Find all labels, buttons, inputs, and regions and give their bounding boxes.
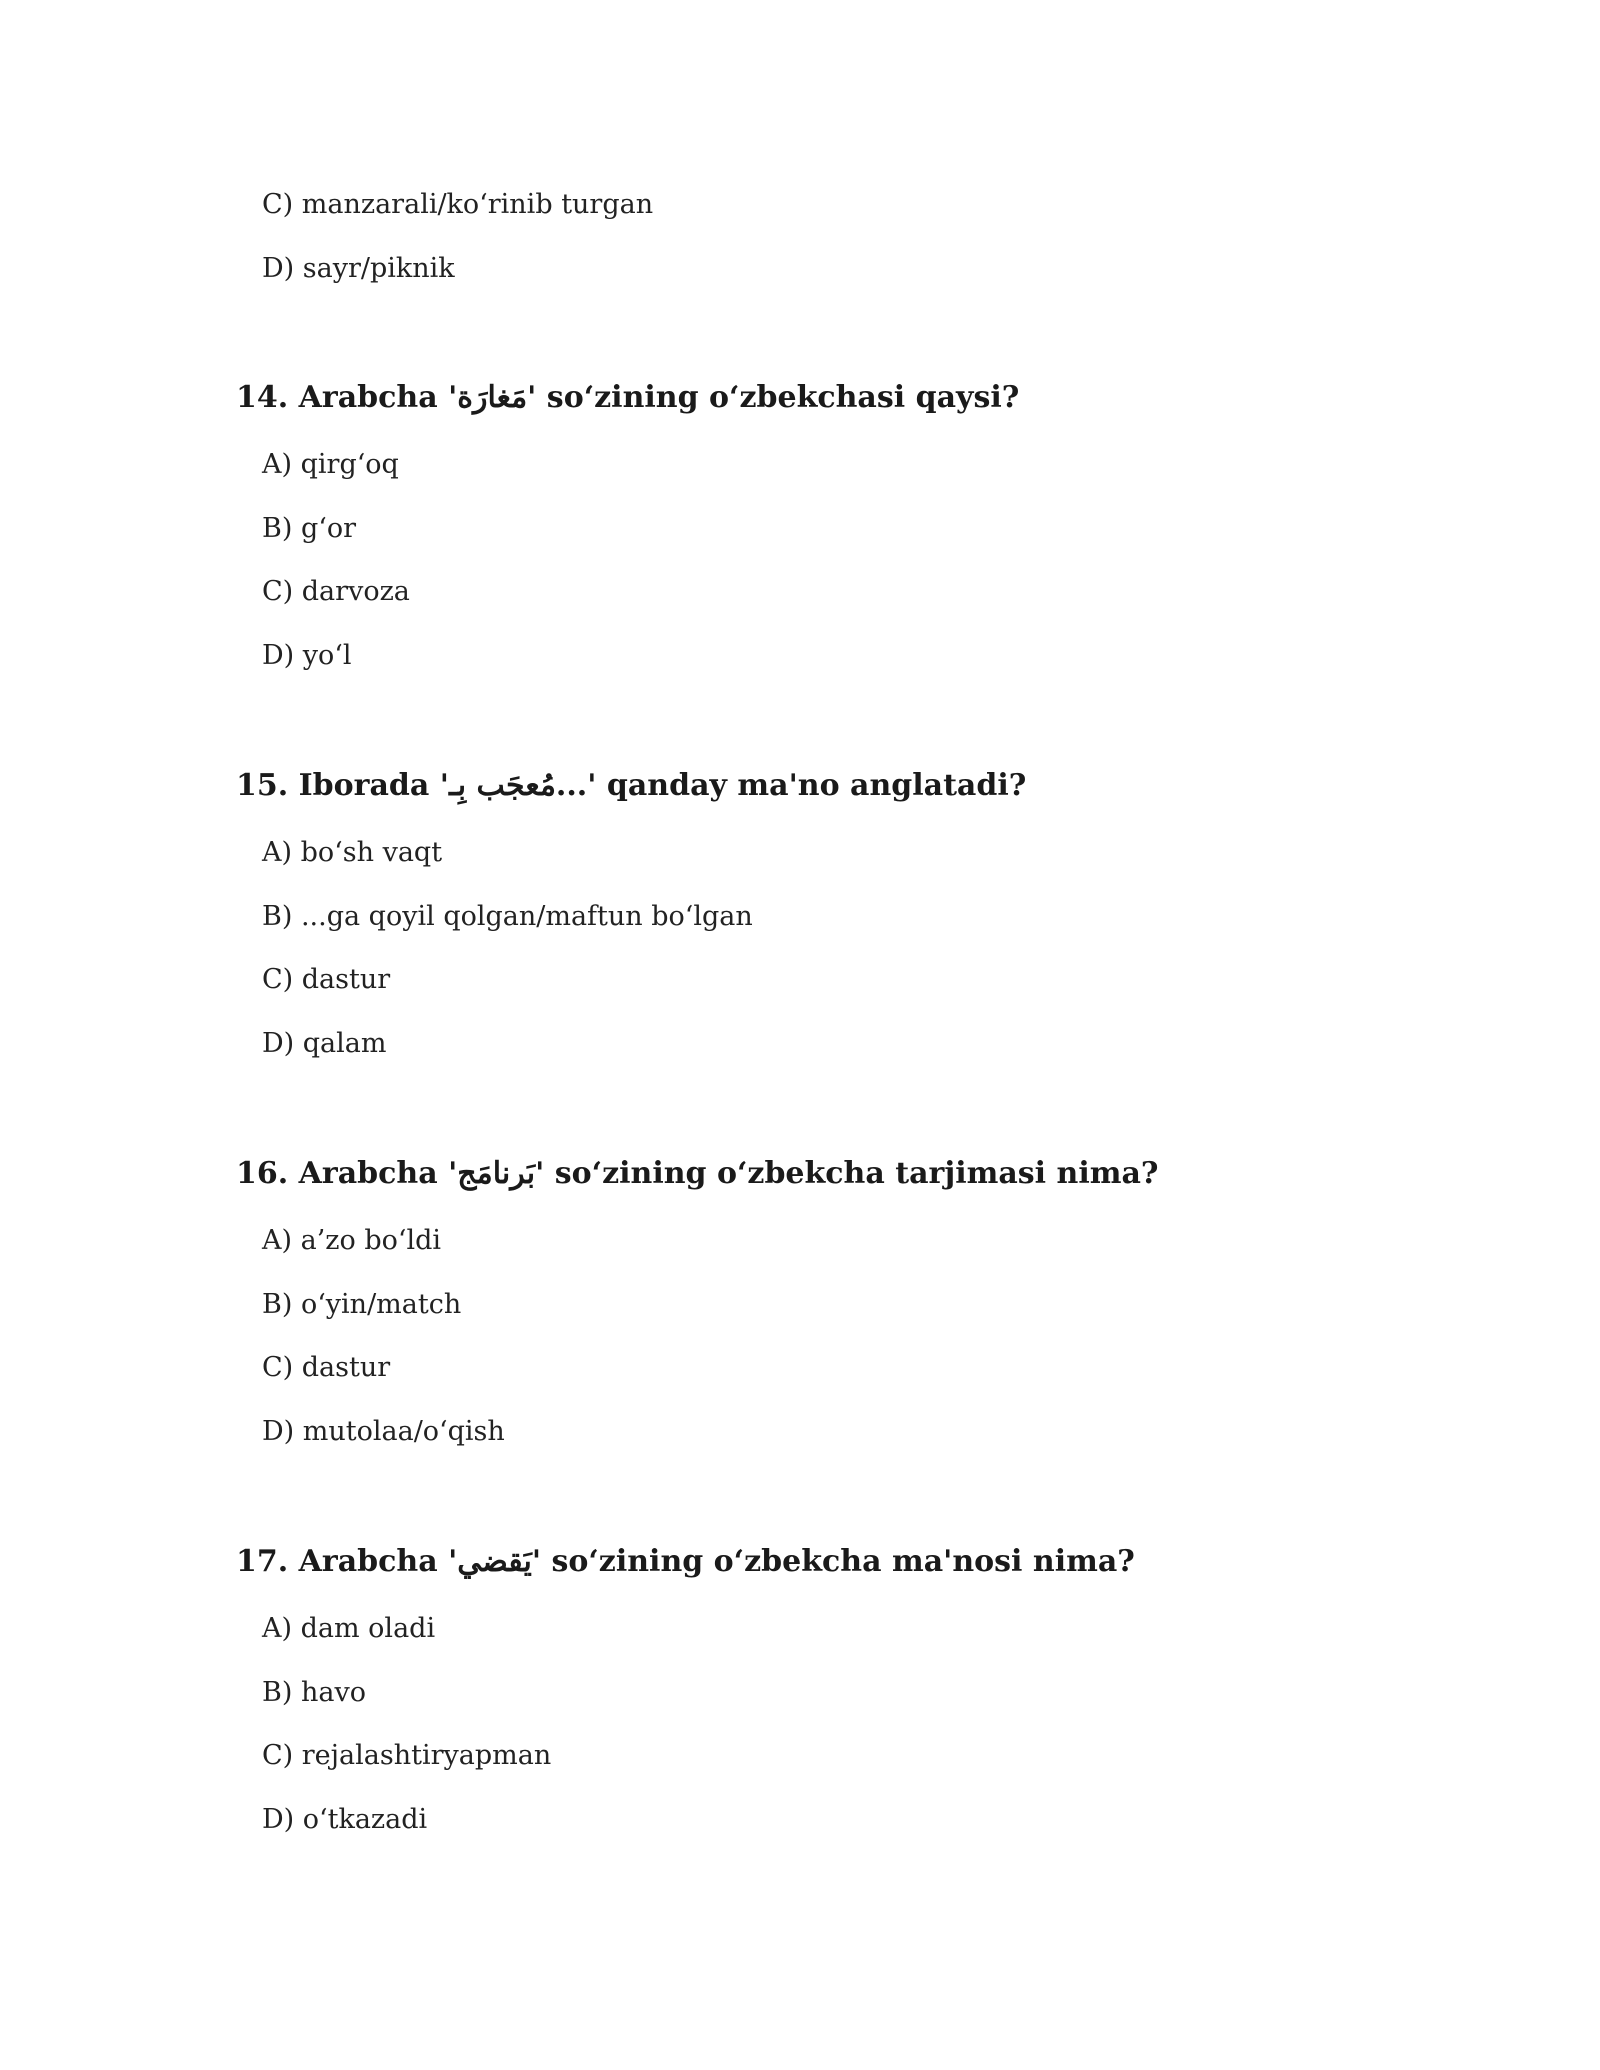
q16-question: 16. Arabcha 'بَرنامَج' soʻzining oʻzbekcha tarjimasi nima? <box>236 1156 1159 1191</box>
q13-option-c: C) manzarali/koʻrinib turgan <box>262 189 654 220</box>
q13-option-d: D) sayr/piknik <box>262 253 455 284</box>
q14-option-b: B) gʻor <box>262 513 356 544</box>
q17-question: 17. Arabcha 'يَقضي' soʻzining oʻzbekcha ma'nosi nima? <box>236 1544 1135 1579</box>
q14-question: 14. Arabcha 'مَغارَة' soʻzining oʻzbekchasi qaysi? <box>236 380 1020 415</box>
q16-option-b: B) oʻyin/match <box>262 1289 462 1320</box>
q16-option-a: A) a’zo boʻldi <box>262 1225 442 1256</box>
q17-option-b: B) havo <box>262 1677 366 1708</box>
q14-option-d: D) yoʻl <box>262 640 352 671</box>
q16-option-d: D) mutolaa/oʻqish <box>262 1416 505 1447</box>
q17-option-a: A) dam oladi <box>262 1613 436 1644</box>
q15-option-d: D) qalam <box>262 1028 387 1059</box>
q16-option-c: C) dastur <box>262 1352 391 1383</box>
q15-option-c: C) dastur <box>262 964 391 995</box>
q15-option-b: B) ...ga qoyil qolgan/maftun boʻlgan <box>262 901 753 932</box>
q15-option-a: A) boʻsh vaqt <box>262 837 443 868</box>
q17-option-d: D) oʻtkazadi <box>262 1804 428 1835</box>
q17-option-c: C) rejalashtiryapman <box>262 1740 552 1771</box>
q14-option-a: A) qirgʻoq <box>262 449 399 480</box>
q14-option-c: C) darvoza <box>262 576 410 607</box>
q15-question: 15. Iborada 'مُعجَب بِـ...' qanday ma'no anglatadi? <box>236 768 1027 803</box>
